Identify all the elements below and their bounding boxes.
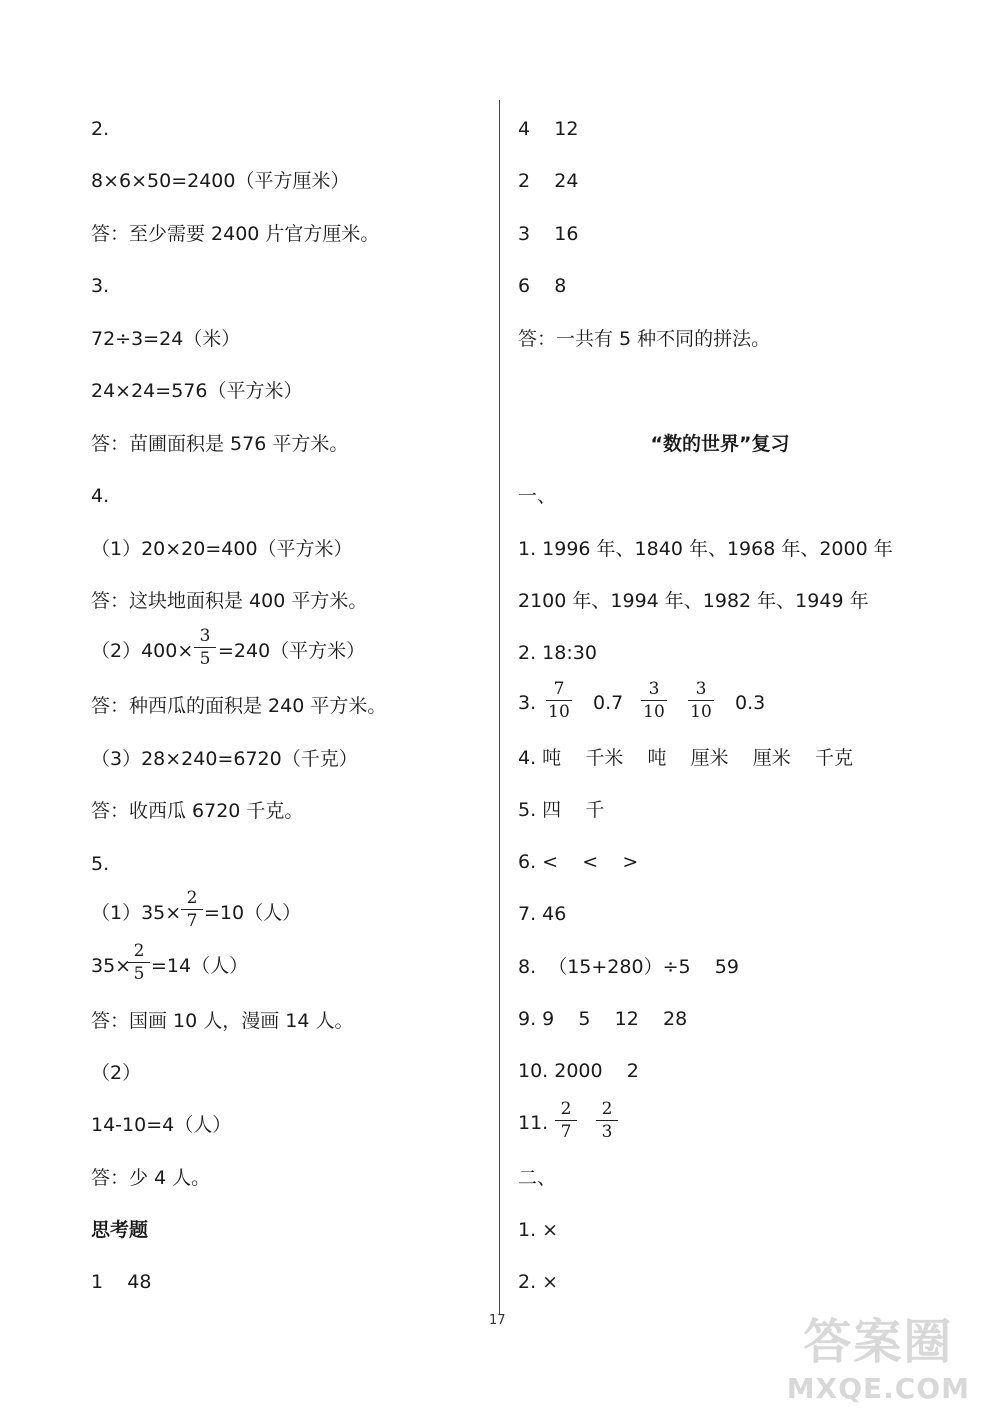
answer-line: 3 16: [518, 223, 579, 245]
fraction: [181, 888, 203, 931]
fraction-bar: [555, 1120, 577, 1121]
fraction-numerator: 2: [186, 888, 198, 908]
watermark-logo: [787, 1303, 970, 1405]
column-divider: [499, 100, 500, 1315]
fraction-numerator: 3: [648, 679, 660, 699]
fraction-denominator: 10: [690, 702, 712, 722]
answer-line: 2. 18:30: [518, 642, 597, 664]
equation-line: 8×6×50=2400（平方厘米）: [91, 170, 350, 192]
fraction: [641, 679, 667, 722]
fraction-denominator: 7: [560, 1122, 572, 1142]
answer-line: 1 48: [91, 1271, 152, 1293]
problem-number: 2.: [91, 118, 110, 140]
fraction-numerator: 7: [553, 679, 565, 699]
answer-line: 2. ×: [518, 1271, 559, 1293]
answer-line: 答：苗圃面积是 576 平方米。: [91, 433, 349, 455]
fraction-bar: [596, 1120, 618, 1121]
problem-number: 3.: [91, 275, 110, 297]
fraction-numerator: 3: [199, 626, 211, 646]
section-number: 二、: [518, 1167, 557, 1189]
equation-prefix: （2）400×: [91, 640, 194, 662]
problem-number: 4.: [91, 485, 110, 507]
answer-line: 1. 1996 年、1840 年、1968 年、2000 年: [518, 538, 893, 560]
watermark-url: MXQE.COM: [786, 1372, 970, 1405]
fraction-denominator: 7: [186, 911, 198, 931]
fraction-bar: [688, 700, 714, 701]
fraction-denominator: 10: [548, 702, 570, 722]
fraction-denominator: 5: [199, 649, 211, 669]
equation-line: （1）20×20=400（平方米）: [91, 538, 353, 560]
answer-label: 3.: [518, 692, 537, 714]
answer-line: 1. ×: [518, 1219, 559, 1241]
fraction-bar: [181, 909, 203, 910]
equation-line: 14-10=4（人）: [91, 1114, 232, 1136]
answer-line: 答：国画 10 人，漫画 14 人。: [91, 1010, 354, 1032]
fraction-bar: [546, 700, 572, 701]
answer-value: 0.3: [735, 692, 766, 714]
answer-line: 5. 四 千: [518, 799, 605, 821]
answer-line: 9. 9 5 12 28: [518, 1008, 688, 1030]
fraction-denominator: 5: [133, 964, 145, 984]
fraction-bar: [128, 962, 150, 963]
answer-line: 答：至少需要 2400 片官方厘米。: [91, 223, 380, 245]
equation-prefix: 35×: [91, 955, 132, 977]
fraction: [546, 679, 572, 722]
equation-line: 24×24=576（平方米）: [91, 380, 303, 402]
fraction-bar: [194, 647, 216, 648]
fraction-denominator: 10: [643, 702, 665, 722]
answer-value: 0.7: [593, 692, 624, 714]
answer-line: 2 24: [518, 170, 579, 192]
equation-suffix: =240（平方米）: [218, 640, 366, 662]
answer-label: 11.: [518, 1112, 549, 1134]
fraction-bar: [641, 700, 667, 701]
answer-line: 答：一共有 5 种不同的拼法。: [518, 328, 771, 350]
fraction: [596, 1099, 618, 1142]
page-number: 17: [489, 1313, 506, 1328]
answer-line: 6 8: [518, 275, 567, 297]
problem-number: 5.: [91, 853, 110, 875]
fraction: [128, 941, 150, 984]
equation-line: （3）28×240=6720（千克）: [91, 748, 358, 770]
answer-line: 4. 吨 千米 吨 厘米 厘米 千克: [518, 747, 853, 769]
equation-prefix: （1）35×: [91, 902, 182, 924]
watermark-title: 答案圈: [803, 1314, 954, 1370]
fraction: [555, 1099, 577, 1142]
equation-line: 72÷3=24（米）: [91, 328, 241, 350]
answer-line: 6. < < >: [518, 851, 639, 873]
fraction: [688, 679, 714, 722]
fraction: [194, 626, 216, 669]
fraction-numerator: 2: [133, 941, 145, 961]
answer-line: 2100 年、1994 年、1982 年、1949 年: [518, 590, 869, 612]
answer-line: 8. （15+280）÷5 59: [518, 956, 739, 978]
answer-line: 答：这块地面积是 400 平方米。: [91, 590, 368, 612]
answer-line: 10. 2000 2: [518, 1060, 639, 1082]
fraction-numerator: 2: [601, 1099, 613, 1119]
fraction-numerator: 2: [560, 1099, 572, 1119]
equation-suffix: =10（人）: [204, 902, 302, 924]
sub-problem-label: （2）: [91, 1062, 142, 1084]
answer-line: 答：收西瓜 6720 千克。: [91, 800, 304, 822]
fraction-denominator: 3: [601, 1122, 613, 1142]
fraction-numerator: 3: [695, 679, 707, 699]
answer-line: 4 12: [518, 118, 579, 140]
section-heading: 思考题: [91, 1219, 149, 1241]
answer-line: 7. 46: [518, 903, 567, 925]
section-number: 一、: [518, 485, 557, 507]
section-heading: “数的世界”复习: [650, 433, 790, 455]
answer-line: 答：种西瓜的面积是 240 平方米。: [91, 695, 387, 717]
equation-suffix: =14（人）: [151, 955, 249, 977]
answer-line: 答：少 4 人。: [91, 1167, 211, 1189]
